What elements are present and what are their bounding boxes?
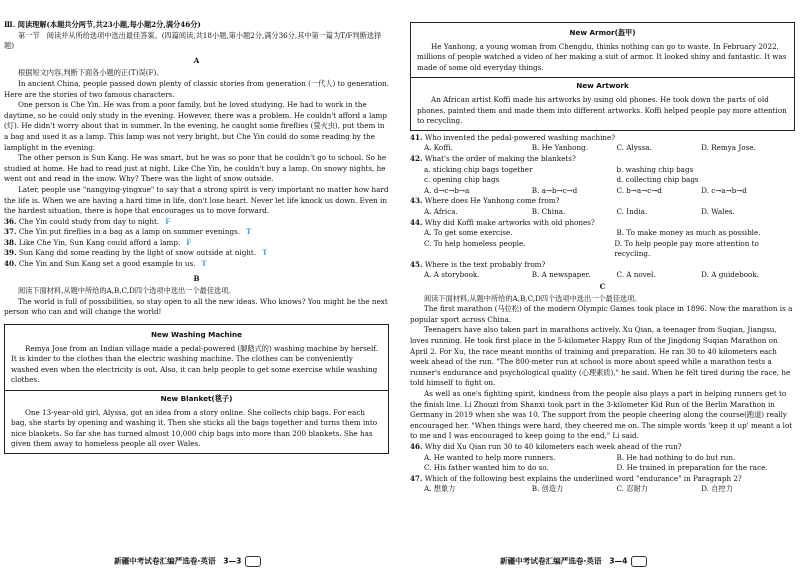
- options: [410, 484, 795, 495]
- option-c: C. To help homeless people.: [424, 238, 526, 248]
- option-b: B. 创造力: [531, 484, 564, 494]
- option-a: A. A storybook.: [424, 270, 480, 280]
- options: [410, 463, 795, 474]
- passage-a-instruction: 根据短文内容,判断下面各小题的正(T)误(F)。: [18, 68, 164, 78]
- option-d: D. A guidebook.: [701, 270, 760, 280]
- box-text: He Yanhong, a young woman from Chengdu, thinks nothing can go to waste. In February 2022, millions of people watched a video of her making a suit of armor. It looked shiny and fantastic. It was made of some old everyday things.: [417, 41, 787, 72]
- question-46: 46. Why did Xu Qian run 30 to 40 kilometers each week ahead of the run?: [410, 441, 682, 451]
- question-44: 44. Why did Koffi make artworks with old phones?: [410, 217, 595, 227]
- passage-b-instruction: 阅读下面材料,从题中所给的A,B,C,D四个选项中选出一个最佳选项。: [18, 286, 236, 296]
- page-footer: 新疆中考试卷汇编严选卷·英语 3—4: [500, 556, 647, 567]
- option-a: A. He wanted to help more runners.: [424, 452, 556, 462]
- passage-c-paragraph: Teenagers have also taken part in marathons actively. Xu Qian, a teenager from Suqian, Jiangsu, loves running. He took first place in the 5-kilometer Happy Run of the Jingdong Suqian Marathon on April 2. For Xu, the race meant months of training and preparation. He ran 30 to 40 kilometers each week ahead of the run. "The 800-meter run at school is more about speed while a marathon tests a runner's endurance and psychological quality (心理素质)," he said. When he felt tired during the race, he told himself to fight on.: [410, 325, 791, 388]
- passage-a-paragraph: Later, people use "nangying-yingxue" to say that a strong spirit is very important no matter how hard the life is. When we are having a hard time in life, don't lose heart. Never let life knock us down. Even in the hardest situation, there is hope that encourages us to move forward.: [4, 184, 389, 216]
- option-a: A. Koffi.: [424, 143, 453, 153]
- step-d: d. collecting chip bags: [616, 175, 699, 185]
- question-38: 38. Like Che Yin, Sun Kang could afford a lamp. F: [4, 238, 389, 249]
- new-washing-machine-box: [4, 324, 389, 454]
- step-a: a. sticking chip bags together: [424, 164, 533, 174]
- option-a: A. To get some exercise.: [424, 228, 513, 238]
- option-d: D. He trained in preparation for the race.: [616, 463, 768, 473]
- right-page: [410, 0, 795, 569]
- question-45: 45. Where is the text probably from?: [410, 259, 546, 269]
- step-c: c. opening chip bags: [424, 175, 500, 185]
- question-36: 36. Che Yin could study from day to night. F: [4, 217, 389, 228]
- passage-a-label: A: [193, 55, 200, 65]
- box-title: New Artwork: [576, 81, 629, 91]
- option-b: B. He Yanhong.: [531, 143, 589, 153]
- option-c: C. b→a→c→d: [616, 185, 662, 195]
- question-41: 41. Who invented the pedal-powered washing machine?: [410, 132, 616, 142]
- answer-mark: T: [246, 227, 252, 237]
- new-armor-box: [410, 22, 795, 131]
- options: [410, 207, 795, 218]
- option-d: D. Wales.: [701, 206, 735, 216]
- logo-icon: [631, 556, 647, 567]
- option-b: B. To make money as much as possible.: [616, 228, 761, 238]
- steps: [410, 175, 795, 186]
- option-c: C. Alyssa.: [616, 143, 652, 153]
- box-text: Remya Jose from an Indian village made a pedal-powered (脚踏式的) washing machine by herself. It is kinder to the clothes than the electric washing machine. The clothes can be conveniently washed even when the electricity is out. Also, it can help people to get some exercise while washing clothes.: [11, 343, 379, 385]
- option-d: D. 自控力: [701, 484, 733, 494]
- passage-c-label: C: [599, 282, 606, 292]
- box-title: New Armor(盔甲): [569, 28, 636, 37]
- answer-mark: T: [262, 248, 268, 258]
- question-43: 43. Where does He Yanhong come from?: [410, 196, 560, 206]
- passage-c-paragraph: The first marathon (马拉松) of the modern Olympic Games took place in 1896. Now the marathon is a popular sport across China.: [410, 304, 793, 324]
- steps: [410, 165, 795, 176]
- box-text: An African artist Koffi made his artworks by using old phones. He took down the parts of old phones, painted them and made them into different artworks. Koffi helped people pay more attention to recycling.: [417, 94, 787, 126]
- question-37: 37. Che Yin put fireflies in a bag as a lamp on summer evenings. T: [4, 227, 389, 238]
- option-d: D. To help people pay more attention to recycling.: [614, 238, 759, 259]
- passage-c-instruction: 阅读下面材料,从题中所给的A,B,C,D四个选项中选出一个最佳选项。: [424, 293, 642, 303]
- passage-a-paragraph: One person is Che Yin. He was from a poor family, but he loved studying. He had to work in the daytime, so he could only study in the evening. However, there was a problem. He couldn't afford a lamp (灯). He didn't worry about that in summer. In the evening, he caught some fireflies (萤火虫), put them in a bag and used it as a lamp. This lamp was not very bright, but Che Yin could do some reading by the lamplight in the evening.: [4, 100, 387, 152]
- option-b: B. China.: [531, 206, 566, 216]
- question-47: 47. Which of the following best explains the underlined word "endurance" in Paragraph 2?: [410, 473, 742, 483]
- answer-mark: T: [201, 259, 207, 269]
- box-text: One 13-year-old girl, Alyssa, got an idea from a story online. She collects chip bags. For each bag, she starts by opening and washing it. Then she sticks all the bags together and turns them into nice blankets. So far she has turned almost 10,000 chip bags into more than 200 blankets. She has given them away to homeless people all over Wales.: [11, 407, 378, 449]
- options: [410, 270, 795, 281]
- passage-a-paragraph: In ancient China, people passed down plenty of classic stories from generation (一代人) to generation. Here are the stories of two famous characters.: [4, 78, 389, 99]
- step-b: b. washing chip bags: [616, 164, 694, 174]
- option-a: A. Africa.: [424, 206, 458, 216]
- part-one-instruction: 第一节 阅读并从所给选项中选出最佳答案。(四篇阅读,共18小题,第小题2分,满分36分,其中第一篇为T/F判断选择题): [4, 30, 382, 51]
- options: [410, 228, 795, 239]
- option-a: A. d→c→b→a: [424, 185, 470, 195]
- option-a: A. 想象力: [424, 484, 456, 494]
- passage-b-intro: The world is full of possibilities, so stay open to all the new ideas. Who knows? You might be the next person who can and will change the world!: [4, 296, 388, 317]
- options: [410, 453, 795, 464]
- option-c: C. India.: [616, 206, 648, 216]
- option-b: B. a→b→c→d: [531, 185, 578, 195]
- passage-c-paragraph: As well as one's fighting spirit, kindness from the people also plays a part in helping runners get to the finish line. Li Zhouzi from Shanxi took part in the 3-kilometer Kid Run of the Berlin Marathon in Germany in 2019 when she was 10. The support from the people cheering along the course(跑道) really encouraged her. "When things were hard, they cheered me on. The simple words 'keep it up' meant a lot to me and I was encouraged to keep going to the end," Li said.: [410, 389, 793, 441]
- option-d: D. c→a→b→d: [701, 185, 747, 195]
- question-39: 39. Sun Kang did some reading by the light of snow outside at night. T: [4, 248, 389, 259]
- question-42: 42. What's the order of making the blankets?: [410, 153, 576, 163]
- options: [410, 143, 795, 154]
- section-header: Ⅲ. 阅读理解(本题共分两节,共23小题,每小题2分,满分46分): [4, 20, 201, 29]
- box-title: New Washing Machine: [150, 330, 242, 340]
- option-c: C. His father wanted him to do so.: [424, 463, 549, 473]
- question-40: 40. Che Yin and Sun Kang set a good example to us. T: [4, 259, 389, 270]
- passage-b-label: B: [193, 273, 200, 283]
- option-b: B. A newspaper.: [531, 270, 591, 280]
- page-footer: 新疆中考试卷汇编严选卷·英语 3—3: [114, 556, 261, 567]
- left-page: [4, 0, 389, 569]
- logo-icon: [245, 556, 261, 567]
- option-c: C. A novel.: [616, 270, 656, 280]
- box-title: New Blanket(毯子): [160, 394, 233, 403]
- answer-mark: F: [186, 237, 192, 247]
- option-b: B. He had nothing to do but run.: [616, 452, 736, 462]
- options: [410, 186, 795, 197]
- options: [410, 239, 795, 260]
- answer-mark: F: [165, 216, 171, 226]
- option-d: D. Remya Jose.: [701, 143, 756, 153]
- passage-a-paragraph: The other person is Sun Kang. He was smart, but he was so poor that he couldn't go to school. So he studied at home. He had to read just at night. Like Che Yin, he couldn't buy a lamp. On snowy nights, he went out and read in the snow. Why? There was the light of snow outside.: [4, 153, 387, 184]
- option-c: C. 忍耐力: [616, 484, 648, 494]
